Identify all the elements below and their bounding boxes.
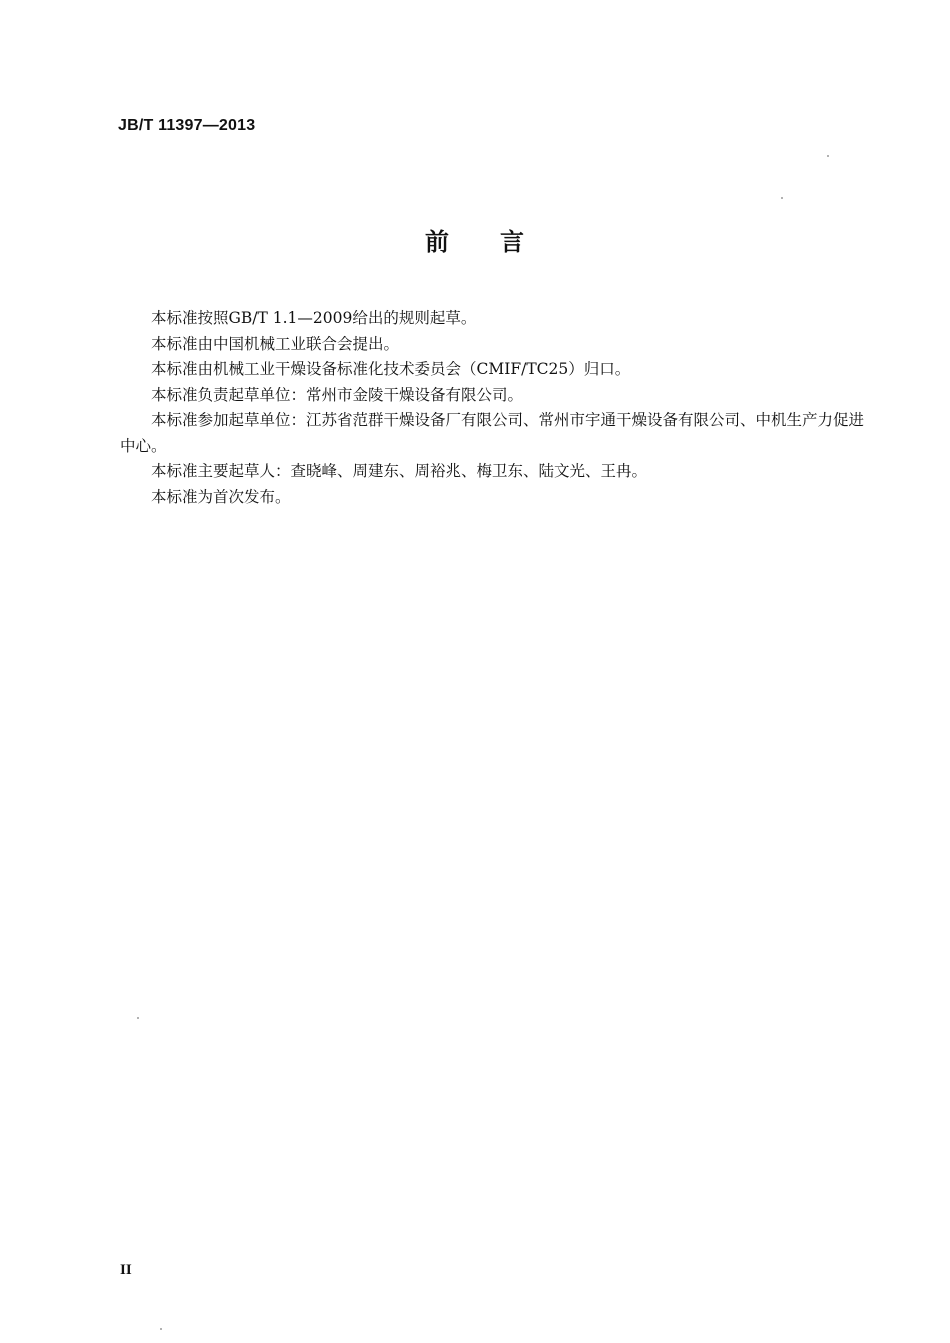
scan-speck bbox=[160, 1328, 162, 1330]
paragraph-participating-drafters: 本标准参加起草单位：江苏省范群干燥设备厂有限公司、常州市宇通干燥设备有限公司、中机生产力促进中心。 bbox=[120, 411, 865, 455]
paragraph-main-drafters: 本标准主要起草人：查晓峰、周建东、周裕兆、梅卫东、陆文光、王冉。 bbox=[151, 462, 648, 480]
scan-speck bbox=[137, 1017, 139, 1019]
paragraph-first-release: 本标准为首次发布。 bbox=[151, 487, 291, 506]
standard-number: JB/T 11397—2013 bbox=[118, 117, 256, 134]
paragraph-committee: 本标准由机械工业干燥设备标准化技术委员会（CMIF/TC25）归口。 bbox=[151, 360, 631, 378]
scan-speck bbox=[827, 155, 829, 157]
paragraph-lead-drafter: 本标准负责起草单位：常州市金陵干燥设备有限公司。 bbox=[151, 385, 524, 404]
title-char-1: 前 bbox=[425, 228, 450, 256]
scan-speck bbox=[781, 197, 783, 199]
foreword-body bbox=[120, 306, 875, 510]
title-char-2: 言 bbox=[500, 228, 525, 256]
paragraph-proposer: 本标准由中国机械工业联合会提出。 bbox=[151, 334, 400, 353]
page-title bbox=[0, 222, 950, 257]
page-number: II bbox=[120, 1262, 132, 1278]
paragraph-drafting-rules: 本标准按照GB/T 1.1—2009给出的规则起草。 bbox=[151, 309, 477, 327]
